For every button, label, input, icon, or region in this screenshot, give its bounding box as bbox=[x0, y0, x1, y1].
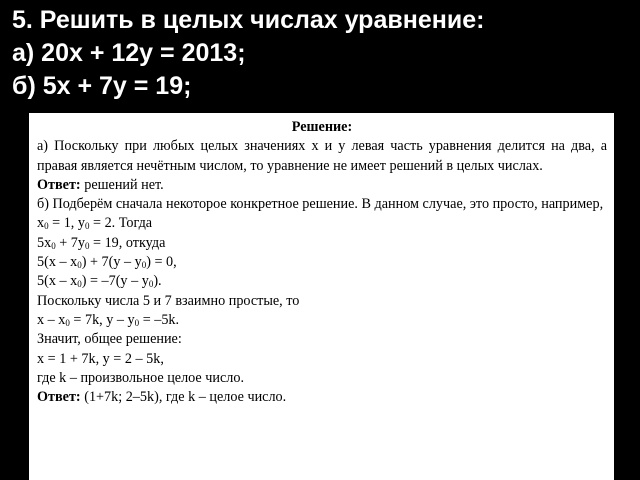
equation-line-2 bbox=[37, 234, 607, 253]
eq-text: 5(x – x bbox=[37, 254, 78, 271]
general-solution: x = 1 + 7k, y = 2 – 5k, bbox=[37, 350, 164, 367]
eq-text: + 7y bbox=[55, 234, 85, 251]
eq-text: ) = –7(y – y bbox=[81, 273, 149, 290]
eq-subscript: 0 bbox=[148, 279, 154, 290]
eq-text: ). bbox=[153, 273, 162, 290]
answer-a-text: решений нет. bbox=[80, 176, 164, 193]
equation-a: а) 20x + 12y = 2013; bbox=[12, 39, 246, 67]
eq-text: = 2. Тогда bbox=[89, 215, 153, 232]
equation-line-4 bbox=[37, 272, 607, 291]
part-a-paragraph: а) Поскольку при любых целых значениях x и y левая часть уравнения делится на два, а правая является нечётным числом, то уравнение не имеет решений в целых числах. bbox=[37, 138, 607, 174]
eq-subscript: 0 bbox=[65, 317, 70, 328]
eq-subscript: 0 bbox=[77, 260, 82, 271]
eq-subscript: 0 bbox=[77, 279, 82, 290]
solution-heading: Решение: bbox=[291, 119, 353, 135]
task-statement: 5. Решить в целых числах уравнение: bbox=[12, 6, 485, 34]
answer-b-label: Ответ: bbox=[37, 389, 81, 406]
eq-subscript: 0 bbox=[44, 221, 49, 232]
solution-box bbox=[29, 113, 614, 480]
equation-line-1 bbox=[37, 214, 607, 233]
general-note: Значит, общее решение: bbox=[37, 331, 182, 348]
eq-text: x bbox=[37, 215, 45, 232]
coprime-note: Поскольку числа 5 и 7 взаимно простые, то bbox=[37, 292, 300, 309]
eq-text: 5(x – x bbox=[37, 273, 78, 290]
eq-text: = –5k. bbox=[139, 311, 180, 328]
equation-line-5 bbox=[37, 311, 607, 330]
eq-subscript: 0 bbox=[84, 240, 90, 251]
eq-text: x – x bbox=[37, 311, 66, 328]
answer-a-label: Ответ: bbox=[37, 176, 81, 193]
eq-text: ) + 7(y – y bbox=[81, 254, 142, 271]
eq-text: ) = 0, bbox=[146, 254, 177, 271]
equation-b: б) 5x + 7y = 19; bbox=[12, 72, 192, 100]
answer-a bbox=[37, 176, 607, 195]
slide-title bbox=[12, 4, 628, 103]
eq-subscript: 0 bbox=[84, 221, 90, 232]
eq-subscript: 0 bbox=[51, 240, 56, 251]
eq-subscript: 0 bbox=[134, 317, 140, 328]
eq-text: = 19, откуда bbox=[89, 234, 166, 251]
answer-b-text: (1+7k; 2–5k), где k – целое число. bbox=[80, 389, 287, 406]
equation-line-3 bbox=[37, 253, 607, 272]
eq-subscript: 0 bbox=[141, 260, 147, 271]
eq-text: = 1, y bbox=[48, 215, 85, 232]
k-note: где k – произвольное целое число. bbox=[37, 369, 245, 386]
eq-text: 5x bbox=[37, 234, 52, 251]
eq-text: = 7k, y – y bbox=[69, 311, 135, 328]
part-b-intro: б) Подберём сначала некоторое конкретное решение. В данном случае, это просто, например, bbox=[37, 196, 604, 213]
answer-b bbox=[37, 388, 607, 407]
